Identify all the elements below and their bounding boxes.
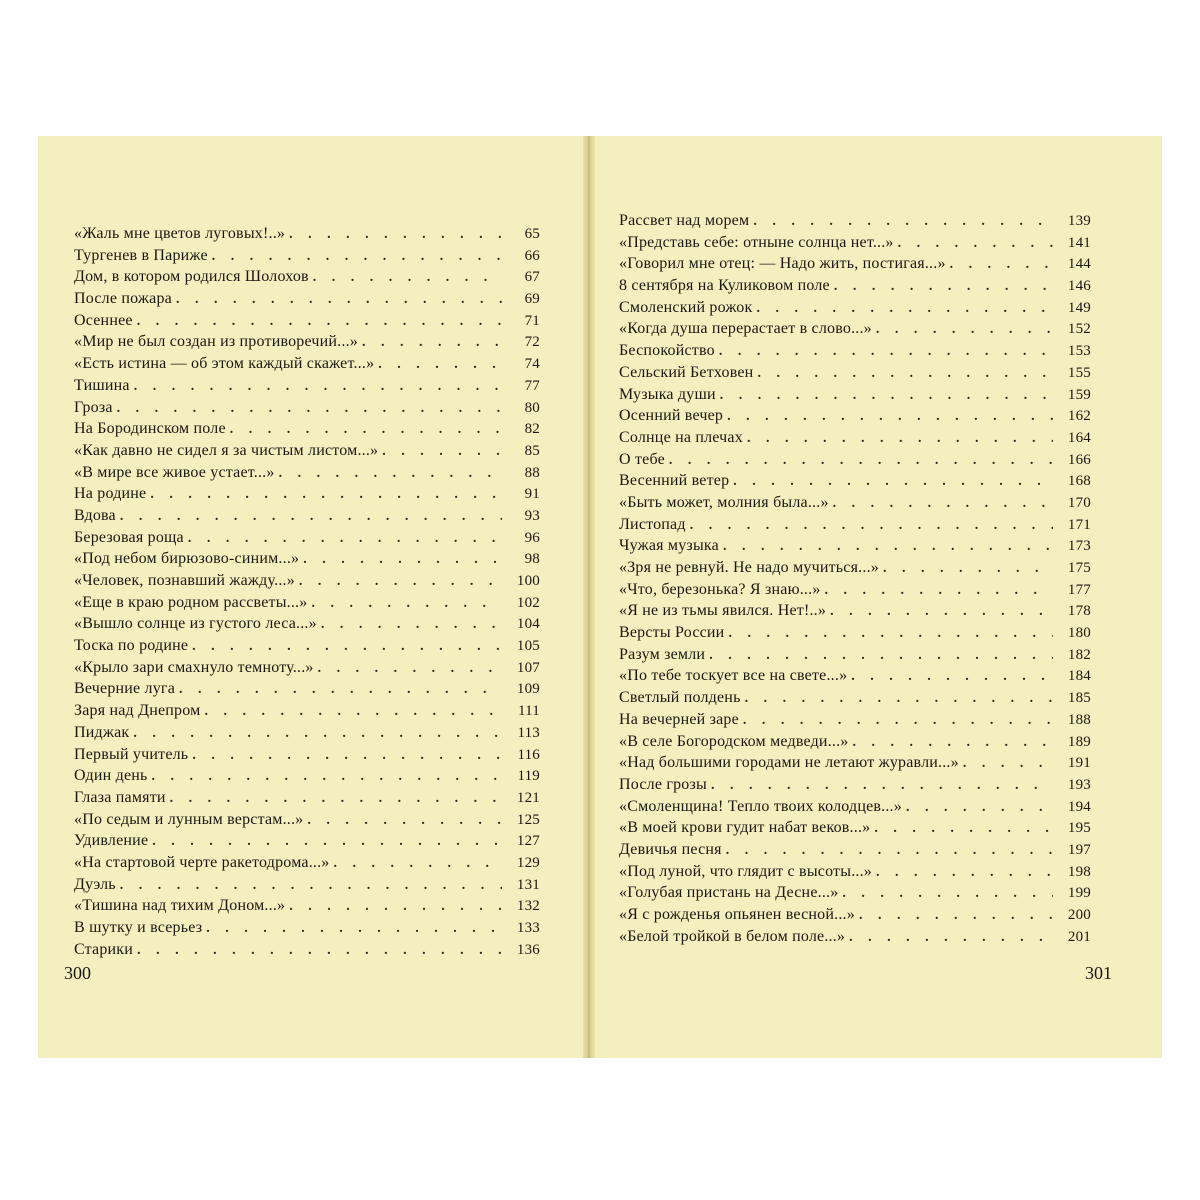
dot-leader xyxy=(690,518,1053,534)
dot-leader xyxy=(120,878,502,894)
toc-entry-title: «Есть истина — об этом каждый скажет...» xyxy=(74,355,375,373)
dot-leader xyxy=(289,227,502,243)
toc-entry-page: 67 xyxy=(524,269,540,286)
toc-entry xyxy=(74,312,540,334)
toc-entry-page: 93 xyxy=(524,507,540,524)
toc-entry-page: 133 xyxy=(516,920,540,936)
toc-entry xyxy=(619,754,1091,776)
dot-leader xyxy=(212,249,502,265)
toc-entry-title: Гроза xyxy=(74,398,113,416)
toc-entry-page: 127 xyxy=(516,833,540,850)
toc-entry xyxy=(74,941,540,963)
left-page xyxy=(38,136,583,1058)
toc-entry xyxy=(619,516,1091,538)
toc-entry-page: 178 xyxy=(1067,603,1091,620)
dot-leader xyxy=(720,388,1053,404)
toc-entry-title: Тургенев в Париже xyxy=(74,246,208,264)
toc-entry-title: Один день xyxy=(74,767,148,785)
dot-leader xyxy=(709,648,1053,664)
toc-entry xyxy=(74,876,540,898)
toc-entry-title: Смоленский рожок xyxy=(619,298,753,316)
toc-entry xyxy=(74,897,540,919)
toc-entry-title: «По седым и лунным верстам...» xyxy=(74,810,304,828)
toc-entry-page: 131 xyxy=(516,876,540,893)
toc-entry-title: «Над большими городами не летают журавли...» xyxy=(619,754,959,772)
toc-entry-title: Дуэль xyxy=(74,875,116,893)
dot-leader xyxy=(830,604,1053,620)
toc-entry xyxy=(74,789,540,811)
dot-leader xyxy=(334,856,502,872)
toc-entry-page: 80 xyxy=(524,399,540,416)
dot-leader xyxy=(669,453,1053,469)
dot-leader xyxy=(726,843,1053,859)
toc-entry-page: 170 xyxy=(1067,494,1091,511)
dot-leader xyxy=(745,691,1053,707)
toc-entry-title: Осенний вечер xyxy=(619,407,724,425)
toc-entry-page: 164 xyxy=(1067,429,1091,446)
toc-entry-page: 184 xyxy=(1067,668,1091,685)
toc-entry xyxy=(74,507,540,529)
toc-entry-title: Вечерние луга xyxy=(74,680,175,698)
toc-entry-title: «На стартовой черте ракетодрома...» xyxy=(74,853,330,871)
toc-entry-page: 168 xyxy=(1067,473,1091,490)
toc-entry-page: 185 xyxy=(1067,690,1091,707)
toc-entry xyxy=(74,377,540,399)
toc-entry-title: Рассвет над морем xyxy=(619,212,750,229)
toc-entry xyxy=(619,581,1091,603)
dot-leader xyxy=(137,314,502,330)
toc-entry-page: 197 xyxy=(1067,841,1091,858)
toc-entry-page: 191 xyxy=(1067,755,1091,772)
dot-leader xyxy=(711,778,1053,794)
toc-entry xyxy=(74,572,540,594)
toc-entry-title: Листопад xyxy=(619,515,686,533)
dot-leader xyxy=(289,899,502,915)
toc-entry xyxy=(619,689,1091,711)
toc-entry xyxy=(619,906,1091,928)
toc-entry-title: Глаза памяти xyxy=(74,788,166,806)
dot-leader xyxy=(883,561,1053,577)
dot-leader xyxy=(120,509,502,525)
toc-entry-title: Сельский Бетховен xyxy=(619,363,754,381)
toc-entry xyxy=(74,355,540,377)
toc-entry xyxy=(74,550,540,572)
toc-entry-page: 82 xyxy=(524,421,540,438)
toc-entry xyxy=(74,680,540,702)
toc-entry xyxy=(74,811,540,833)
toc-entry xyxy=(74,594,540,616)
toc-entry-page: 74 xyxy=(524,356,540,373)
toc-entry xyxy=(74,442,540,464)
toc-entry xyxy=(619,667,1091,689)
dot-leader xyxy=(719,344,1053,360)
toc-entry-page: 121 xyxy=(516,789,540,806)
dot-leader xyxy=(727,409,1053,425)
toc-entry-title: «Под небом бирюзово-синим...» xyxy=(74,550,300,568)
toc-entry xyxy=(619,863,1091,885)
toc-entry-page: 65 xyxy=(524,226,540,242)
toc-entry-page: 200 xyxy=(1067,907,1091,923)
toc-entry-page: 71 xyxy=(524,312,540,329)
toc-entry-title: Девичья песня xyxy=(619,840,722,858)
dot-leader xyxy=(876,322,1053,338)
toc-entry-title: Солнце на плечах xyxy=(619,428,743,446)
toc-entry xyxy=(619,711,1091,733)
toc-entry-page: 180 xyxy=(1067,625,1091,642)
toc-entry-page: 141 xyxy=(1067,234,1091,251)
toc-entry xyxy=(74,290,540,312)
toc-entry-page: 149 xyxy=(1067,299,1091,316)
toc-entry-page: 166 xyxy=(1067,451,1091,468)
dot-leader xyxy=(230,422,502,438)
toc-entry-title: На вечерней заре xyxy=(619,710,739,728)
toc-entry-title: «Я с рожденья опьянен весной...» xyxy=(619,906,855,923)
toc-entry xyxy=(619,472,1091,494)
toc-entry-title: На Бородинском поле xyxy=(74,420,226,438)
toc-entry-title: Вдова xyxy=(74,506,116,524)
toc-entry-title: После грозы xyxy=(619,775,707,793)
toc-entry-title: Версты России xyxy=(619,624,725,642)
toc-entry-page: 77 xyxy=(524,377,540,394)
toc-entry xyxy=(619,776,1091,798)
toc-entry-title: «Голубая пристань на Десне...» xyxy=(619,884,839,902)
toc-entry xyxy=(74,464,540,486)
toc-entry-title: «Зря не ревнуй. Не надо мучиться...» xyxy=(619,559,879,576)
toc-entry-page: 119 xyxy=(517,768,540,785)
dot-leader xyxy=(362,335,502,351)
toc-entry-title: «Жаль мне цветов луговых!..» xyxy=(74,225,286,242)
toc-entry xyxy=(619,928,1091,950)
dot-leader xyxy=(133,726,502,742)
toc-entry-page: 109 xyxy=(516,681,540,698)
dot-leader xyxy=(378,357,502,373)
toc-entry-title: «Вышло солнце из густого леса...» xyxy=(74,615,317,633)
toc-entry-page: 195 xyxy=(1067,820,1091,837)
dot-leader xyxy=(303,552,502,568)
toc-entry-title: После пожара xyxy=(74,290,172,308)
toc-entry xyxy=(74,746,540,768)
toc-entry xyxy=(74,247,540,269)
toc-entry-page: 66 xyxy=(524,247,540,264)
toc-entry xyxy=(619,537,1091,559)
toc-entry-title: «Белой тройкой в белом поле...» xyxy=(619,927,846,945)
toc-entry-title: «Когда душа перерастает в слово...» xyxy=(619,320,872,338)
page-number-left: 300 xyxy=(64,963,91,983)
toc-entry-page: 102 xyxy=(516,594,540,611)
toc-entry-page: 111 xyxy=(518,703,540,720)
toc-entry-page: 88 xyxy=(524,464,540,481)
toc-entry-page: 155 xyxy=(1067,364,1091,381)
dot-leader xyxy=(852,735,1053,751)
book-gutter xyxy=(583,136,595,1058)
page-number-right: 301 xyxy=(1085,963,1112,983)
toc-entry-title: Пиджак xyxy=(74,723,130,741)
dot-leader xyxy=(206,921,502,937)
toc-entry xyxy=(619,798,1091,820)
toc-entry-page: 139 xyxy=(1067,213,1091,229)
dot-leader xyxy=(876,865,1053,881)
toc-entry xyxy=(74,225,540,247)
toc-entry-page: 91 xyxy=(524,486,540,503)
toc-entry-title: 8 сентября на Куликовом поле xyxy=(619,277,830,295)
toc-entry xyxy=(74,724,540,746)
toc-entry-title: Старики xyxy=(74,940,134,958)
toc-entry xyxy=(74,268,540,290)
dot-leader xyxy=(192,748,502,764)
toc-entry xyxy=(619,646,1091,668)
toc-entry-page: 72 xyxy=(524,334,540,351)
dot-leader xyxy=(117,401,502,417)
toc-entry-title: «Под луной, что глядит с высоты...» xyxy=(619,862,872,880)
dot-leader xyxy=(299,574,502,590)
toc-entry xyxy=(619,386,1091,408)
toc-entry xyxy=(74,854,540,876)
toc-entry-title: Чужая музыка xyxy=(619,537,719,555)
dot-leader xyxy=(825,583,1053,599)
toc-entry-page: 85 xyxy=(524,442,540,459)
toc-entry-page: 175 xyxy=(1067,560,1091,576)
toc-entry-title: В шутку и всерьез xyxy=(74,919,203,936)
toc-entry-title: Музыка души xyxy=(619,385,716,403)
toc-entry xyxy=(74,767,540,789)
toc-entry xyxy=(619,841,1091,863)
toc-entry xyxy=(74,919,540,941)
toc-entry-page: 194 xyxy=(1067,798,1091,815)
toc-entry-title: «Представь себе: отныне солнца нет...» xyxy=(619,233,894,251)
toc-entry-page: 116 xyxy=(517,746,540,763)
toc-entry-title: «Тишина над тихим Доном...» xyxy=(74,897,286,915)
toc-entry-title: «Еще в краю родном рассветы...» xyxy=(74,593,308,611)
dot-leader xyxy=(849,930,1053,946)
toc-entry-title: «Быть может, молния была...» xyxy=(619,493,829,511)
dot-leader xyxy=(757,366,1053,382)
book-spread xyxy=(38,136,1162,1058)
toc-entry xyxy=(74,529,540,551)
toc-entry-page: 98 xyxy=(524,551,540,568)
toc-entry-page: 100 xyxy=(516,573,540,589)
toc-entry-title: На родине xyxy=(74,485,147,503)
dot-leader xyxy=(723,539,1053,555)
dot-leader xyxy=(152,769,502,785)
toc-entry xyxy=(619,819,1091,841)
toc-entry-title: «Смоленщина! Тепло твоих колодцев...» xyxy=(619,797,902,815)
dot-leader xyxy=(321,617,502,633)
toc-entry xyxy=(74,637,540,659)
toc-entry-title: Весенний ветер xyxy=(619,472,730,490)
toc-entry-page: 173 xyxy=(1067,538,1091,555)
toc-entry-page: 152 xyxy=(1067,321,1091,338)
toc-entry-page: 107 xyxy=(516,659,540,676)
dot-leader xyxy=(833,496,1053,512)
toc-entry-page: 193 xyxy=(1067,776,1091,793)
toc-list-left xyxy=(74,225,540,962)
toc-entry xyxy=(619,255,1091,277)
dot-leader xyxy=(898,236,1053,252)
toc-entry-page: 198 xyxy=(1067,863,1091,880)
toc-entry xyxy=(619,494,1091,516)
toc-entry-page: 104 xyxy=(516,616,540,633)
toc-entry-page: 189 xyxy=(1067,733,1091,750)
toc-entry-page: 159 xyxy=(1067,386,1091,403)
dot-leader xyxy=(137,943,502,959)
right-page xyxy=(595,136,1162,1058)
dot-leader xyxy=(188,531,502,547)
toc-entry-title: «Говорил мне отец: — Надо жить, постигая...» xyxy=(619,255,946,273)
toc-entry-title: Тоска по родине xyxy=(74,637,189,655)
toc-entry-title: «Крыло зари смахнуло темноту...» xyxy=(74,658,314,676)
toc-entry xyxy=(619,299,1091,321)
dot-leader xyxy=(134,379,502,395)
dot-leader xyxy=(753,214,1053,230)
toc-entry-page: 188 xyxy=(1067,711,1091,728)
toc-entry xyxy=(619,624,1091,646)
toc-entry-title: Заря над Днепром xyxy=(74,702,201,720)
toc-entry-title: Березовая роща xyxy=(74,528,184,546)
dot-leader xyxy=(176,292,502,308)
toc-entry xyxy=(74,615,540,637)
dot-leader xyxy=(842,886,1053,902)
toc-entry-page: 136 xyxy=(516,941,540,958)
toc-entry xyxy=(619,884,1091,906)
toc-entry xyxy=(74,659,540,681)
toc-entry-title: «Что, березонька? Я знаю...» xyxy=(619,580,821,598)
toc-entry-title: «Человек, познавший жажду...» xyxy=(74,572,295,589)
toc-entry xyxy=(619,277,1091,299)
toc-list-right xyxy=(619,212,1091,949)
toc-entry xyxy=(619,451,1091,473)
toc-entry xyxy=(619,407,1091,429)
toc-entry xyxy=(619,733,1091,755)
toc-entry-page: 162 xyxy=(1067,408,1091,425)
dot-leader xyxy=(733,474,1053,490)
toc-entry xyxy=(74,333,540,355)
toc-entry-title: Осеннее xyxy=(74,311,133,329)
toc-entry-page: 144 xyxy=(1067,256,1091,273)
dot-leader xyxy=(313,270,502,286)
toc-entry-page: 201 xyxy=(1067,928,1091,945)
toc-entry-page: 105 xyxy=(516,638,540,655)
dot-leader xyxy=(307,813,502,829)
toc-entry-title: «По тебе тоскует все на свете...» xyxy=(619,667,848,685)
toc-entry xyxy=(74,399,540,421)
dot-leader xyxy=(179,682,502,698)
toc-entry xyxy=(619,342,1091,364)
dot-leader xyxy=(963,756,1053,772)
toc-entry xyxy=(74,702,540,724)
toc-entry-title: «В моей крови гудит набат веков...» xyxy=(619,819,871,837)
toc-entry-title: Беспокойство xyxy=(619,342,715,360)
toc-entry xyxy=(619,320,1091,342)
toc-entry-page: 177 xyxy=(1067,581,1091,598)
toc-entry-title: «Как давно не сидел я за чистым листом...» xyxy=(74,441,379,459)
dot-leader xyxy=(874,821,1053,837)
dot-leader xyxy=(834,279,1053,295)
dot-leader xyxy=(906,800,1053,816)
toc-entry-page: 125 xyxy=(516,811,540,828)
toc-entry-title: «Я не из тьмы явился. Нет!..» xyxy=(619,602,827,620)
dot-leader xyxy=(318,661,502,677)
dot-leader xyxy=(170,791,502,807)
toc-entry-page: 129 xyxy=(516,854,540,871)
toc-entry-title: Светлый полдень xyxy=(619,689,741,707)
dot-leader xyxy=(747,431,1053,447)
dot-leader xyxy=(382,444,502,460)
dot-leader xyxy=(150,487,502,503)
dot-leader xyxy=(950,257,1053,273)
dot-leader xyxy=(743,713,1053,729)
dot-leader xyxy=(756,301,1053,317)
toc-entry xyxy=(619,602,1091,624)
toc-entry-page: 132 xyxy=(516,898,540,915)
dot-leader xyxy=(279,466,502,482)
dot-leader xyxy=(859,908,1053,924)
toc-entry-page: 113 xyxy=(517,724,540,741)
toc-entry xyxy=(619,429,1091,451)
dot-leader xyxy=(152,834,502,850)
toc-entry xyxy=(619,364,1091,386)
toc-entry-title: О тебе xyxy=(619,450,665,468)
toc-entry-title: Тишина xyxy=(74,376,130,394)
toc-entry xyxy=(619,559,1091,581)
toc-entry-title: «Мир не был создан из противоречий...» xyxy=(74,333,358,351)
toc-entry-title: Разум земли xyxy=(619,645,706,663)
dot-leader xyxy=(204,704,502,720)
dot-leader xyxy=(728,626,1053,642)
dot-leader xyxy=(851,669,1053,685)
toc-entry-page: 69 xyxy=(524,291,540,308)
toc-entry-title: «В селе Богородском медведи...» xyxy=(619,732,849,750)
toc-entry-page: 199 xyxy=(1067,885,1091,902)
toc-entry-title: Первый учитель xyxy=(74,745,189,763)
toc-entry-title: Удивление xyxy=(74,832,149,850)
toc-entry-page: 146 xyxy=(1067,278,1091,295)
dot-leader xyxy=(311,596,502,612)
dot-leader xyxy=(192,639,502,655)
toc-entry-page: 153 xyxy=(1067,343,1091,360)
toc-entry-title: Дом, в котором родился Шолохов xyxy=(74,268,309,286)
toc-entry-page: 182 xyxy=(1067,646,1091,663)
toc-entry xyxy=(74,420,540,442)
toc-entry xyxy=(619,212,1091,234)
toc-entry-title: «В мире все живое устает...» xyxy=(74,463,275,481)
toc-entry xyxy=(74,832,540,854)
toc-entry xyxy=(619,234,1091,256)
toc-entry xyxy=(74,485,540,507)
toc-entry-page: 96 xyxy=(524,529,540,546)
toc-entry-page: 171 xyxy=(1067,516,1091,533)
